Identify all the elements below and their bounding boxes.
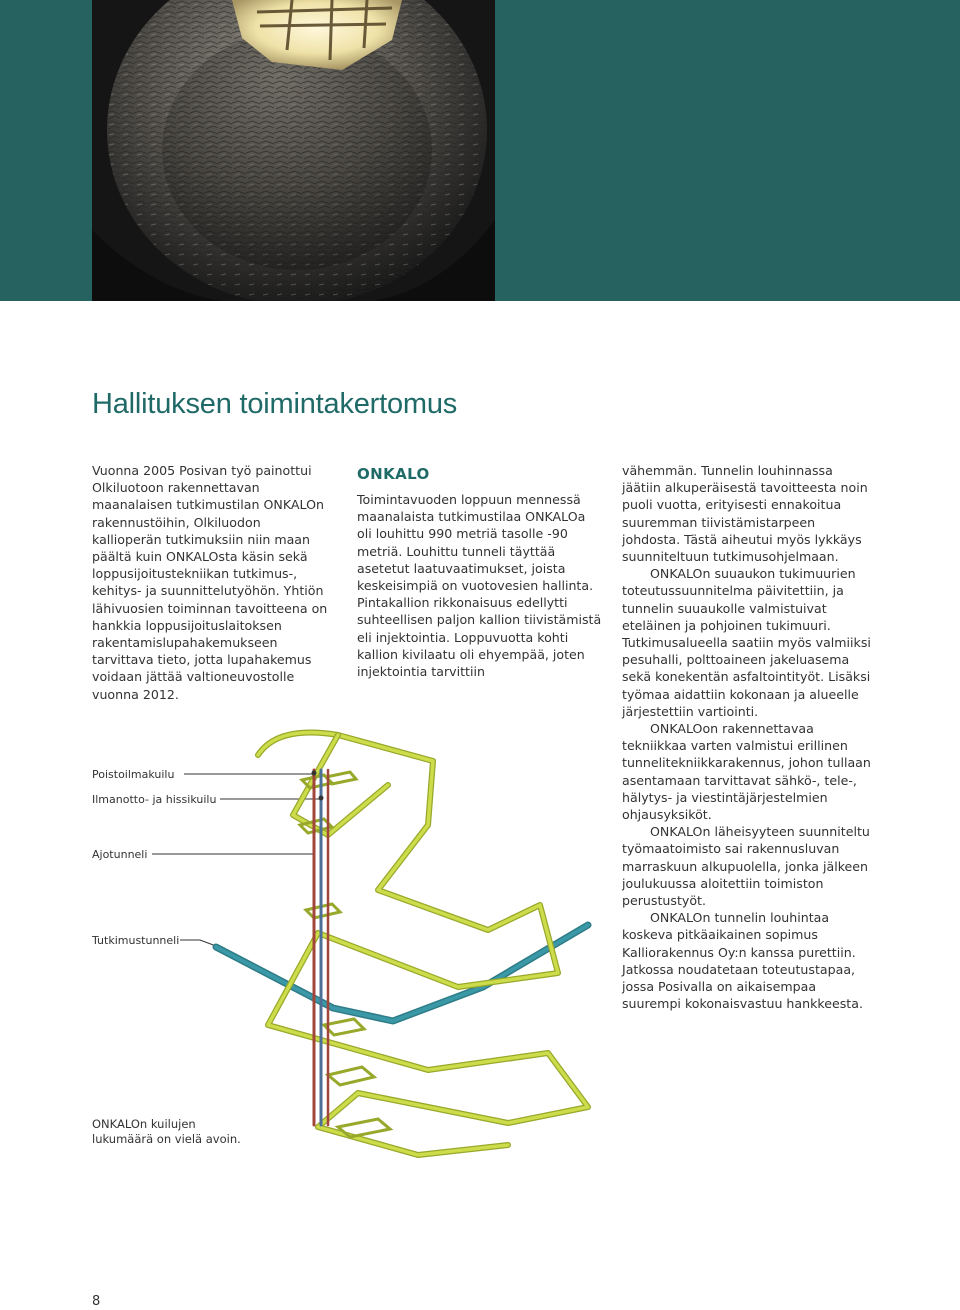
continued-paragraph-4: ONKALOn läheisyyteen suunniteltu työmaatoimisto sai rakennusluvan marraskuun alkupuolella, jonka jälkeen joulukuussa aloitettiin toimiston perustustyöt. [622, 824, 870, 909]
page-number: 8 [92, 1294, 101, 1309]
onkalo-diagram-svg [88, 725, 628, 1165]
continued-paragraph-2: ONKALOn suuaukon tukimuurien toteutussuunnitelma päivitettiin, ja tunnelin suuaukolle valmistuivat eteläinen ja pohjoinen tukimuuri. Tutkimusalueella saatiin myös valmiiksi pesuhalli, polttoaineen jakeluasema sekä konekentän asfaltointityöt. Lisäksi työmaa aidattiin kokonaan ja alueelle järjestettiin vartiointi. [622, 566, 871, 719]
onkalo-paragraph: Toimintavuoden loppuun mennessä maanalaista tutkimustilaa ONKALOa oli louhittu 990 metriä tasolle -90 metriä. Louhittu tunneli täyttää asetetut laatuvaatimukset, joista keskeisimpiä on vuotovesien hallinta. Pintakallion rikkonaisuus edellytti suhteellisen paljon kallion tiivistämistä eli injektointia. Loppuvuotta kohti kallion kivilaatu oli ehyempää, joten injektointia tarvittiin [357, 492, 602, 680]
continued-paragraph-5: ONKALOn tunnelin louhintaa koskeva pitkäaikainen sopimus Kalliorakennus Oy:n kanssa purettiin. Jatkossa noudatetaan toteutustapaa, jossa Posivalla on aikaisempaa suurempi kokonaisvastuu hankkeesta. [622, 910, 863, 1012]
label-research-tunnel: Tutkimustunneli [92, 934, 180, 947]
intro-paragraph: Vuonna 2005 Posivan työ painottui Olkiluotoon rakennettavan maanalaisen tutkimustilan ONKALOn rakennustöihin, Olkiluodon kallioperän tutkimuksiin niin maan päältä kuin ONKALOsta käsin sekä loppusijoitustekniikan tutkimus-, kehitys- ja suunnittelutyöhön. Yhtiön lähivuosien toiminnan tavoitteena on hankkia loppusijoituslaitoksen rakentamislupahakemukseen tarvittava tieto, jotta lupahakemus voidaan jättää valtioneuvostolle vuonna 2012. [92, 463, 328, 702]
continued-paragraph-3: ONKALOon rakennettavaa tekniikkaa varten valmistui erillinen tunnelitekniikkarakennus, johon tullaan asentamaan tarvittavat sähkö-, tele-, hälytys- ja viestintäjärjestelmien ohjausyksiköt. [622, 721, 871, 823]
continued-paragraph-1: vähemmän. Tunnelin louhinnassa jäätiin alkuperäisestä tavoitteesta noin puoli vuotta, erityisesti ennakoitua suuremman tiivistämistarpeen johdosta. Tästä aiheutui myös lykkäys suunniteltuun tutkimusohjelmaan. [622, 463, 868, 565]
page-title: Hallituksen toimintakertomus [92, 388, 458, 420]
shafts [312, 770, 329, 1125]
column-onkalo [357, 462, 602, 680]
shaft-photo-illustration [92, 0, 495, 301]
label-exhaust-shaft: Poistoilmakuilu [92, 768, 175, 781]
shaft-photo [92, 0, 495, 301]
access-tunnel [258, 733, 588, 1156]
label-access-tunnel: Ajotunneli [92, 848, 148, 861]
onkalo-diagram [88, 725, 628, 1165]
research-tunnel [216, 925, 588, 1021]
column-intro [92, 462, 332, 703]
column-continued [622, 462, 872, 1013]
section-heading-onkalo: ONKALO [357, 465, 430, 483]
label-intake-shaft: Ilmanotto- ja hissikuilu [92, 793, 217, 806]
diagram-caption: ONKALOn kuilujen lukumäärä on vielä avoin. [92, 1117, 241, 1146]
